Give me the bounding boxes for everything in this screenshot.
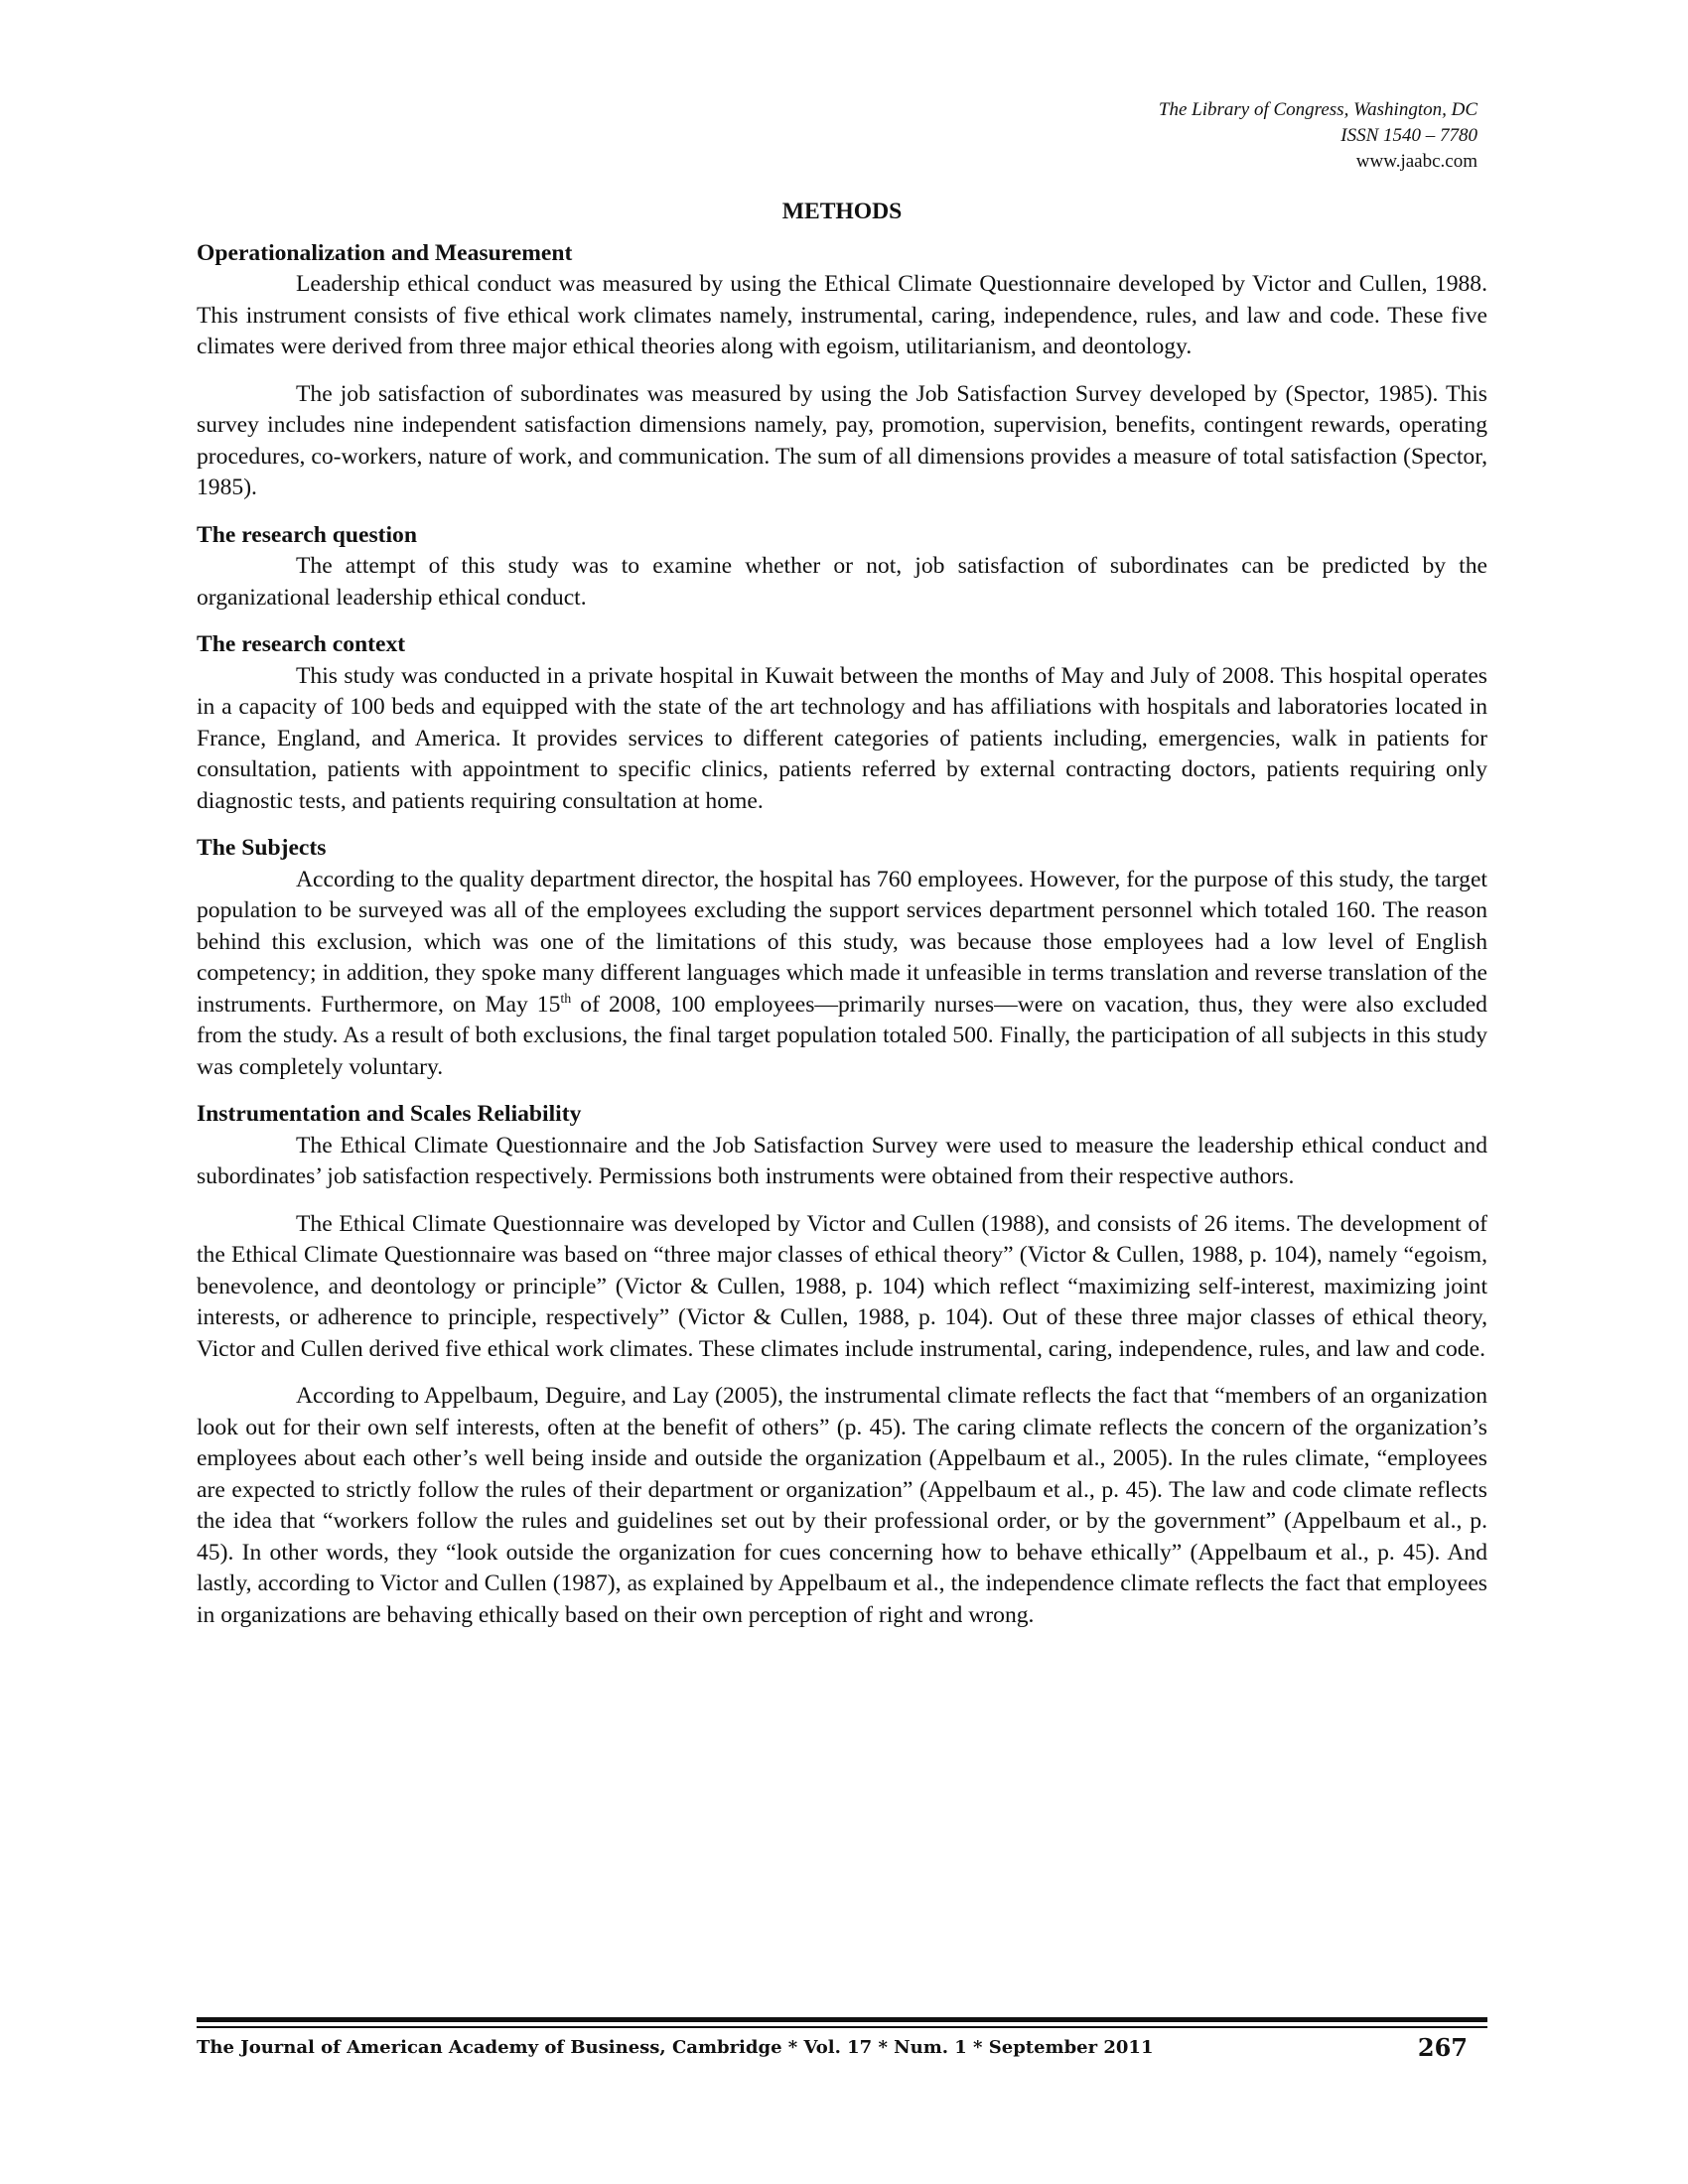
masthead bbox=[1159, 97, 1477, 175]
heading-operationalization: Operationalization and Measurement bbox=[197, 239, 573, 266]
footer-journal-citation: The Journal of American Academy of Business, Cambridge * Vol. 17 * Num. 1 * September 2011 bbox=[197, 2037, 1154, 2058]
ordinal-suffix: th bbox=[560, 991, 572, 1007]
paragraph-operationalization-2: The job satisfaction of subordinates was measured by using the Job Satisfaction Survey developed by (Spector, 1985). This survey includes nine independent satisfaction dimensions namely, pay, promotion, supervision, benefits, contingent rewards, operating procedures, co-workers, nature of work, and communication. The sum of all dimensions provides a measure of total satisfaction (Spector, 1985). bbox=[197, 380, 1487, 500]
page-number: 267 bbox=[1417, 2033, 1468, 2062]
footer-rule-thin bbox=[197, 2026, 1487, 2028]
masthead-issn: ISSN 1540 – 7780 bbox=[1340, 125, 1477, 146]
paragraph-operationalization-1: Leadership ethical conduct was measured by using the Ethical Climate Questionnaire developed by Victor and Cullen, 1988. This instrument consists of five ethical work climates namely, instrumental, caring, independence, rules, and law and code. These five climates were derived from three major ethical theories along with egoism, utilitarianism, and deontology. bbox=[197, 271, 1487, 359]
heading-instrumentation: Instrumentation and Scales Reliability bbox=[197, 1101, 582, 1127]
paragraph-instrumentation-3: According to Appelbaum, Deguire, and Lay (2005), the instrumental climate reflects the fact that “members of an organization look out for their own self interests, often at the benefit of others” (p. 45). The caring climate reflects the concern of the organization’s employees about each other’s well being inside and outside the organization (Appelbaum et al., 2005). In the rules climate, “employees are expected to strictly follow the rules of their department or organization” (Appelbaum et al., p. 45). The law and code climate reflects the idea that “workers follow the rules and guidelines set out by their professional order, or by the government” (Appelbaum et al., p. 45). In other words, they “look outside the organization for cues concerning how to behave ethically” (Appelbaum et al., p. 45). And lastly, according to Victor and Cullen (1987), as explained by Appelbaum et al., the independence climate reflects the fact that employees in organizations are behaving ethically based on their own perception of right and wrong. bbox=[197, 1383, 1487, 1628]
page-footer bbox=[197, 2033, 1487, 2062]
paragraph-research-context: This study was conducted in a private hospital in Kuwait between the months of May and July of 2008. This hospital operates in a capacity of 100 beds and equipped with the state of the art technology and has affiliations with hospitals and laboratories located in France, England, and America. It provides services to different categories of patients including, emergencies, walk in patients for consultation, patients with appointment to specific clinics, patients referred by external contracting doctors, patients requiring only diagnostic tests, and patients requiring consultation at home. bbox=[197, 662, 1487, 814]
subjects-text-part-2: of 2008, 100 employees—primarily nurses—were on vacation, thus, they were also excluded from the study. As a result of both exclusions, the final target population totaled 500. Finally, the participation of all subjects in this study was completely voluntary. bbox=[197, 991, 1487, 1080]
heading-research-context: The research context bbox=[197, 631, 406, 657]
footer-rule-thick bbox=[197, 2017, 1487, 2022]
heading-research-question: The research question bbox=[197, 521, 417, 548]
paragraph-instrumentation-2: The Ethical Climate Questionnaire was developed by Victor and Cullen (1988), and consists of 26 items. The development of the Ethical Climate Questionnaire was based on “three major classes of ethical theory” (Victor & Cullen, 1988, p. 104), namely “egoism, benevolence, and deontology or principle” (Victor & Cullen, 1988, p. 104) which reflect “maximizing self-interest, maximizing joint interests, or adherence to principle, respectively” (Victor & Cullen, 1988, p. 104). Out of these three major classes of ethical theory, Victor and Cullen derived five ethical work climates. These climates include instrumental, caring, independence, rules, and law and code. bbox=[197, 1210, 1487, 1362]
heading-subjects: The Subjects bbox=[197, 835, 327, 861]
paragraph-subjects bbox=[197, 865, 1487, 1084]
paragraph-research-question: The attempt of this study was to examine whether or not, job satisfaction of subordinates can be predicted by the organizational leadership ethical conduct. bbox=[197, 553, 1487, 611]
subjects-text-part-1: According to the quality department director, the hospital has 760 employees. However, for the purpose of this study, the target population to be surveyed was all of the employees excluding the support services department personnel which totaled 160. The reason behind this exclusion, which was one of the limitations of this study, was because those employees had a low level of English competency; in addition, they spoke many different languages which made it unfeasible in terms translation and reverse translation of the instruments. Furthermore, on May 15 bbox=[197, 866, 1487, 1018]
paragraph-instrumentation-1: The Ethical Climate Questionnaire and the Job Satisfaction Survey were used to measure the leadership ethical conduct and subordinates’ job satisfaction respectively. Permissions both instruments were obtained from their respective authors. bbox=[197, 1132, 1487, 1189]
section-title: METHODS bbox=[781, 199, 903, 224]
masthead-library: The Library of Congress, Washington, DC bbox=[1158, 99, 1477, 120]
masthead-website: www.jaabc.com bbox=[1355, 151, 1477, 172]
page-body bbox=[197, 197, 1487, 1631]
